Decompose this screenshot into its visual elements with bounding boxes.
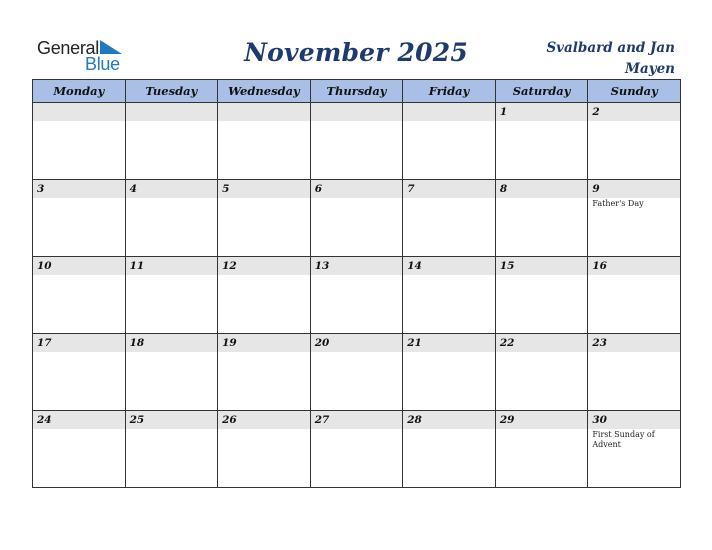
day-cell bbox=[125, 103, 218, 180]
day-number: 4 bbox=[126, 180, 218, 198]
day-cell bbox=[218, 257, 311, 334]
day-cell bbox=[125, 180, 218, 257]
day-cell bbox=[310, 180, 403, 257]
week-row bbox=[33, 334, 681, 411]
day-cell bbox=[403, 411, 496, 488]
day-cell bbox=[403, 334, 496, 411]
calendar-title: November 2025 bbox=[244, 38, 468, 67]
day-cell bbox=[588, 334, 681, 411]
day-number: 28 bbox=[403, 411, 495, 429]
day-number: 1 bbox=[496, 103, 588, 121]
day-cell bbox=[218, 411, 311, 488]
weekday-header: Thursday bbox=[310, 80, 403, 103]
day-number bbox=[126, 103, 218, 121]
day-cell bbox=[588, 180, 681, 257]
day-cell bbox=[310, 257, 403, 334]
day-number: 24 bbox=[33, 411, 125, 429]
day-number bbox=[218, 103, 310, 121]
day-cell bbox=[33, 411, 126, 488]
day-number: 21 bbox=[403, 334, 495, 352]
day-number: 13 bbox=[311, 257, 403, 275]
day-cell bbox=[125, 334, 218, 411]
day-number: 26 bbox=[218, 411, 310, 429]
holiday-label: First Sunday of Advent bbox=[592, 430, 655, 449]
day-cell bbox=[495, 180, 588, 257]
day-number: 18 bbox=[126, 334, 218, 352]
calendar-grid bbox=[32, 79, 681, 488]
day-number: 15 bbox=[496, 257, 588, 275]
day-cell bbox=[403, 103, 496, 180]
day-cell bbox=[495, 411, 588, 488]
day-cell bbox=[33, 257, 126, 334]
day-number: 29 bbox=[496, 411, 588, 429]
day-number: 23 bbox=[588, 334, 680, 352]
weekday-header: Wednesday bbox=[218, 80, 311, 103]
day-cell bbox=[218, 103, 311, 180]
day-number: 2 bbox=[588, 103, 680, 121]
day-number: 11 bbox=[126, 257, 218, 275]
weekday-header: Tuesday bbox=[125, 80, 218, 103]
weekday-header: Monday bbox=[33, 80, 126, 103]
weekday-header: Saturday bbox=[495, 80, 588, 103]
day-cell bbox=[588, 257, 681, 334]
day-cell bbox=[33, 334, 126, 411]
day-number: 17 bbox=[33, 334, 125, 352]
day-number bbox=[403, 103, 495, 121]
weekday-header-row bbox=[33, 80, 681, 103]
week-row bbox=[33, 257, 681, 334]
day-number: 19 bbox=[218, 334, 310, 352]
day-cell bbox=[310, 334, 403, 411]
day-cell bbox=[495, 103, 588, 180]
holiday-label: Father's Day bbox=[592, 199, 644, 208]
region-name: Svalbard and Jan Mayen bbox=[546, 40, 675, 77]
weekday-header: Friday bbox=[403, 80, 496, 103]
day-number: 22 bbox=[496, 334, 588, 352]
day-number: 27 bbox=[311, 411, 403, 429]
day-cell bbox=[33, 180, 126, 257]
day-number: 16 bbox=[588, 257, 680, 275]
calendar-body bbox=[33, 103, 681, 488]
day-cell bbox=[403, 180, 496, 257]
day-cell bbox=[495, 334, 588, 411]
day-cell bbox=[495, 257, 588, 334]
day-number: 14 bbox=[403, 257, 495, 275]
day-number: 8 bbox=[496, 180, 588, 198]
day-number bbox=[33, 103, 125, 121]
day-number: 5 bbox=[218, 180, 310, 198]
day-number: 9 bbox=[588, 180, 680, 198]
week-row bbox=[33, 180, 681, 257]
day-cell bbox=[588, 411, 681, 488]
day-cell bbox=[125, 411, 218, 488]
logo-text-general: General bbox=[37, 38, 99, 58]
week-row bbox=[33, 411, 681, 488]
day-cell bbox=[588, 103, 681, 180]
day-number: 12 bbox=[218, 257, 310, 275]
weekday-header: Sunday bbox=[588, 80, 681, 103]
day-number: 7 bbox=[403, 180, 495, 198]
day-cell bbox=[33, 103, 126, 180]
day-cell bbox=[310, 411, 403, 488]
day-cell bbox=[310, 103, 403, 180]
logo-text-blue: Blue bbox=[85, 54, 120, 74]
week-row bbox=[33, 103, 681, 180]
day-number: 25 bbox=[126, 411, 218, 429]
day-number: 3 bbox=[33, 180, 125, 198]
day-cell bbox=[218, 334, 311, 411]
day-number: 6 bbox=[311, 180, 403, 198]
day-number: 10 bbox=[33, 257, 125, 275]
day-cell bbox=[125, 257, 218, 334]
day-cell bbox=[218, 180, 311, 257]
day-number: 20 bbox=[311, 334, 403, 352]
day-number: 30 bbox=[588, 411, 680, 429]
day-number bbox=[311, 103, 403, 121]
day-cell bbox=[403, 257, 496, 334]
